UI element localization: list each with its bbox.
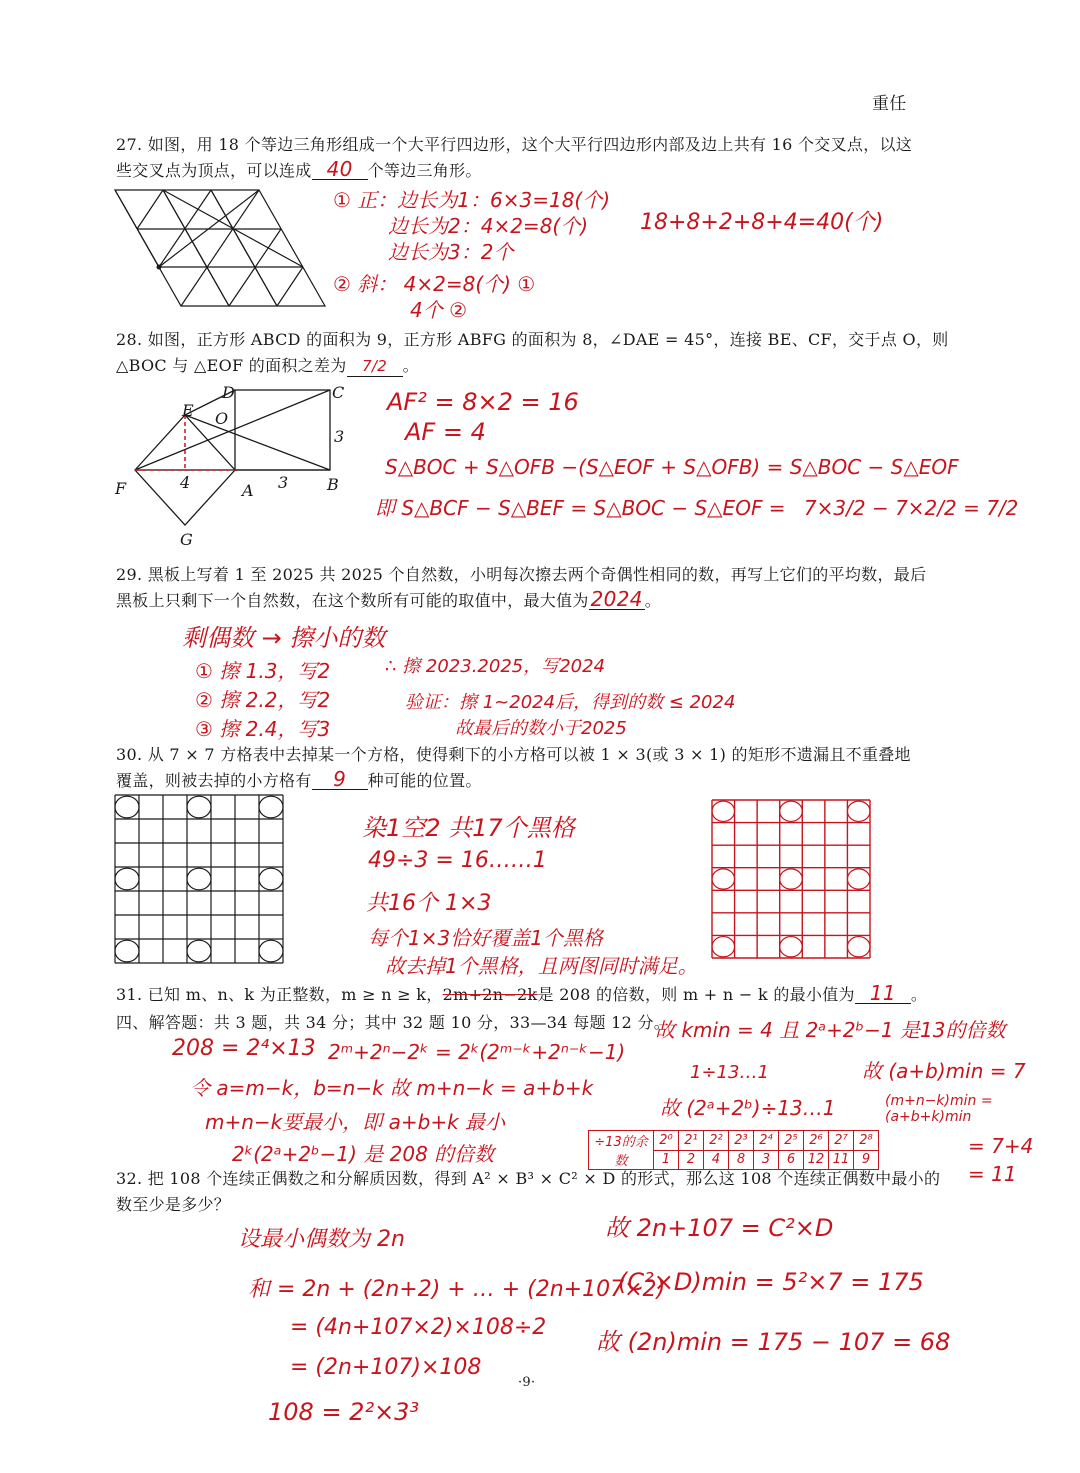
q28-label-3-right: 3 <box>334 427 345 446</box>
q32-hw-1: 设最小偶数为 2n <box>238 1227 405 1252</box>
q32-line1: 32. 把 108 个连续正偶数之和分解质因数，得到 A² × B³ × C² × D 的形式，那么这 108 个连续正偶数中最小的 <box>116 1169 941 1188</box>
circled-cell <box>847 869 870 889</box>
circled-cell <box>115 868 139 890</box>
q30-line2-b: 种可能的位置。 <box>367 771 482 790</box>
q31-table-val: 11 <box>829 1150 854 1170</box>
q27-hw-sum: 18+8+2+8+4=40(个) <box>640 210 884 235</box>
q28-label-4: 4 <box>180 473 191 492</box>
q31-hw-r2: 1÷13…1 <box>690 1062 769 1083</box>
q31-hw-3: 令 a=m−k，b=n−k 故 m+n−k = a+b+k <box>190 1076 594 1100</box>
q27-hw-2: 边长为2：4×2=8(个) <box>388 214 589 238</box>
circled-cell <box>259 796 283 818</box>
q28-label-B: B <box>327 475 340 494</box>
q30-hw-3: 共16个 1×3 <box>366 891 492 916</box>
q28-hw-3: S△BOC + S△OFB −(S△EOF + S△OFB) = S△BOC − S△EOF <box>385 455 959 479</box>
q27-hw-1: ① 正：边长为1：6×3=18(个) <box>333 188 611 212</box>
q28-label-E: E <box>182 401 194 420</box>
circled-cell <box>187 868 211 890</box>
q32-line2: 数至少是多少？ <box>116 1195 231 1214</box>
q28-line2-b: 。 <box>402 356 419 375</box>
q27-line2 <box>116 158 482 183</box>
q27-hw-4: ② 斜： 4×2=8(个) ① <box>333 272 536 296</box>
q31-table-head: 2⁶ <box>804 1131 829 1151</box>
q31-table-head: 2⁴ <box>754 1131 779 1151</box>
q28-label-3-bottom: 3 <box>278 473 289 492</box>
q31-hw-r5: (m+n−k)min = (a+b+k)min <box>885 1093 993 1125</box>
q29-line1: 29. 黑板上写着 1 至 2025 共 2025 个自然数，小明每次擦去两个奇偶性相同的数，再写上它们的平均数，最后 <box>116 565 927 584</box>
q31-table-head: 2⁷ <box>829 1131 854 1151</box>
q30-answer: 9 <box>312 769 368 790</box>
circled-cell <box>115 940 139 962</box>
q31-table-head: 2⁵ <box>779 1131 804 1151</box>
circled-cell <box>712 937 735 957</box>
q31-line1-a: 31. 已知 m、n、k 为正整数，m ≥ n ≥ k， <box>116 985 443 1004</box>
q28-line2-a: △BOC 与 △EOF 的面积之差为 <box>116 356 347 375</box>
page-number: ·9· <box>518 1375 536 1390</box>
q28-hw-1: AF² = 8×2 = 16 <box>387 388 579 416</box>
q30-line2-a: 覆盖，则被去掉的小方格有 <box>116 771 312 790</box>
q28-label-F: F <box>115 479 127 498</box>
q31-hw-1: 208 = 2⁴×13 <box>172 1036 316 1061</box>
q29-answer: 2024 <box>590 587 643 611</box>
q32-hw-4: = (2n+107)×108 <box>290 1355 482 1380</box>
q31-table-val: 6 <box>779 1150 804 1170</box>
q31-line1-c: 。 <box>910 985 928 1004</box>
q27-line2-b: 个等边三角形。 <box>367 161 482 180</box>
q31-answer: 11 <box>855 983 911 1004</box>
q29-hw-r1: ∴ 擦 2023.2025，写2024 <box>385 656 606 677</box>
q32-hw-r2: (C²×D)min = 5²×7 = 175 <box>618 1268 924 1296</box>
q28-answer: 7/2 <box>347 356 403 377</box>
q31-hw-r7: = 11 <box>968 1162 1017 1186</box>
q28-label-G: G <box>180 530 194 549</box>
q30-hw-1: 染1空2 共17个黑格 <box>362 814 575 842</box>
q31-table-head: 2² <box>704 1131 729 1151</box>
section4-heading: 四、解答题：共 3 题，共 34 分；其中 32 题 10 分，33—34 每题 12 分。 <box>116 1013 671 1032</box>
q31-table-head: 2⁸ <box>854 1131 879 1151</box>
q28-label-A: A <box>242 481 254 500</box>
q31-table-head: 2¹ <box>679 1131 704 1151</box>
q27-parallelogram-figure <box>115 190 330 310</box>
q31-hw-r6: = 7+4 <box>968 1134 1034 1158</box>
circled-cell <box>847 801 870 821</box>
q29-hw-2: ① 擦 1.3，写2 <box>195 659 331 683</box>
q32-hw-r3: 故 (2n)min = 175 − 107 = 68 <box>596 1328 951 1356</box>
q27-hw-3: 边长为3：2个 <box>388 240 514 264</box>
q29-hw-3: ② 擦 2.2，写2 <box>195 688 331 712</box>
q28-label-O: O <box>215 409 229 428</box>
q28-hw-4 <box>375 492 1018 521</box>
q31-line1-b: 是 208 的倍数，则 m + n − k 的最小值为 <box>537 985 855 1004</box>
q28-line1: 28. 如图，正方形 ABCD 的面积为 9，正方形 ABFG 的面积为 8，∠DAE = 45°，连接 BE、CF，交于点 O，则 <box>116 330 949 349</box>
q31-table-val: 9 <box>854 1150 879 1170</box>
q30-line2 <box>116 768 482 793</box>
q29-hw-r2: 验证：擦 1~2024后，得到的数 ≤ 2024 <box>405 692 736 713</box>
q30-line1: 30. 从 7 × 7 方格表中去掉某一个方格，使得剩下的小方格可以被 1 × 3(或 3 × 1) 的矩形不遗漏且不重叠地 <box>116 745 911 764</box>
circled-cell <box>712 801 735 821</box>
q31-hw-r3: 故 (a+b)min = 7 <box>862 1059 1026 1083</box>
q31-hw-r1: 故 kmin = 4 且 2ᵃ+2ᵇ−1 是13的倍数 <box>655 1018 1006 1042</box>
q31-table-head: 2³ <box>729 1131 754 1151</box>
q30-hw-4: 每个1×3恰好覆盖1个黑格 <box>368 926 603 950</box>
q31-table-val: 8 <box>729 1150 754 1170</box>
q28-hw-2: AF = 4 <box>405 418 486 446</box>
q28-hw-4-b: 7×3/2 − 7×2/2 = 7/2 <box>803 496 1019 520</box>
q31-table-val: 12 <box>804 1150 829 1170</box>
circled-cell <box>780 937 803 957</box>
q31-hw-r4: 故 (2ᵃ+2ᵇ)÷13…1 <box>660 1096 836 1120</box>
q31-table-val: 4 <box>704 1150 729 1170</box>
circled-cell <box>187 940 211 962</box>
circled-cell <box>259 940 283 962</box>
q29-hw-4: ③ 擦 2.4，写3 <box>195 717 331 741</box>
q29-line2-b: 。 <box>644 591 662 610</box>
q31-table-label: ÷13的余数 <box>589 1131 654 1170</box>
q32-hw-r1: 故 2n+107 = C²×D <box>605 1214 834 1242</box>
circled-cell <box>780 801 803 821</box>
q31-line1 <box>116 982 927 1007</box>
circled-cell <box>259 868 283 890</box>
header-name: 重任 <box>872 94 907 114</box>
q32-hw-5: 108 = 2²×3³ <box>268 1398 420 1426</box>
q30-hw-2: 49÷3 = 16……1 <box>368 848 547 873</box>
q29-line2 <box>116 588 661 613</box>
q27-line1: 27. 如图，用 18 个等边三角形组成一个大平行四边形，这个大平行四边形内部及边上共有 16 个交叉点，以这 <box>116 135 913 154</box>
q31-table-val: 3 <box>754 1150 779 1170</box>
q28-label-D: D <box>222 383 236 402</box>
q29-hw-1: 剩偶数 → 擦小的数 <box>182 624 386 652</box>
circled-cell <box>187 796 211 818</box>
q30-grid-handdrawn <box>712 800 877 965</box>
q31-remainder-table <box>588 1130 879 1170</box>
q28-hw-4-a: 即 S△BCF − S△BEF = S△BOC − S△EOF = <box>375 496 786 520</box>
q32-hw-3: = (4n+107×2)×108÷2 <box>290 1315 547 1340</box>
circled-cell <box>712 869 735 889</box>
q28-label-C: C <box>332 383 345 402</box>
q31-table-val: 1 <box>654 1150 679 1170</box>
q28-line2 <box>116 353 419 378</box>
circled-cell <box>780 869 803 889</box>
circled-cell <box>115 796 139 818</box>
q31-expr: 2m+2n−2k <box>442 985 538 1004</box>
q30-hw-5: 故去掉1个黑格，且两图同时满足。 <box>385 954 698 978</box>
q31-hw-2: 2ᵐ+2ⁿ−2ᵏ = 2ᵏ(2ᵐ⁻ᵏ+2ⁿ⁻ᵏ−1) <box>328 1040 626 1064</box>
q30-grid-printed <box>115 795 290 970</box>
q31-hw-4: m+n−k要最小，即 a+b+k 最小 <box>205 1110 506 1134</box>
q32-hw-2: 和 = 2n + (2n+2) + … + (2n+107×2) <box>248 1277 666 1302</box>
q31-table-val: 2 <box>679 1150 704 1170</box>
q27-answer: 40 <box>312 159 368 180</box>
q27-hw-5: 4个 ② <box>410 298 468 322</box>
circled-cell <box>847 937 870 957</box>
q29-line2-a: 黑板上只剩下一个自然数，在这个数所有可能的取值中，最大值为 <box>116 591 589 610</box>
q28-square-figure <box>120 385 360 545</box>
q29-hw-r3: 故最后的数小于2025 <box>455 718 627 739</box>
q27-line2-a: 些交叉点为顶点，可以连成 <box>116 161 312 180</box>
q31-table-head: 2⁰ <box>654 1131 679 1151</box>
q31-hw-5: 2ᵏ(2ᵃ+2ᵇ−1) 是 208 的倍数 <box>232 1142 495 1166</box>
